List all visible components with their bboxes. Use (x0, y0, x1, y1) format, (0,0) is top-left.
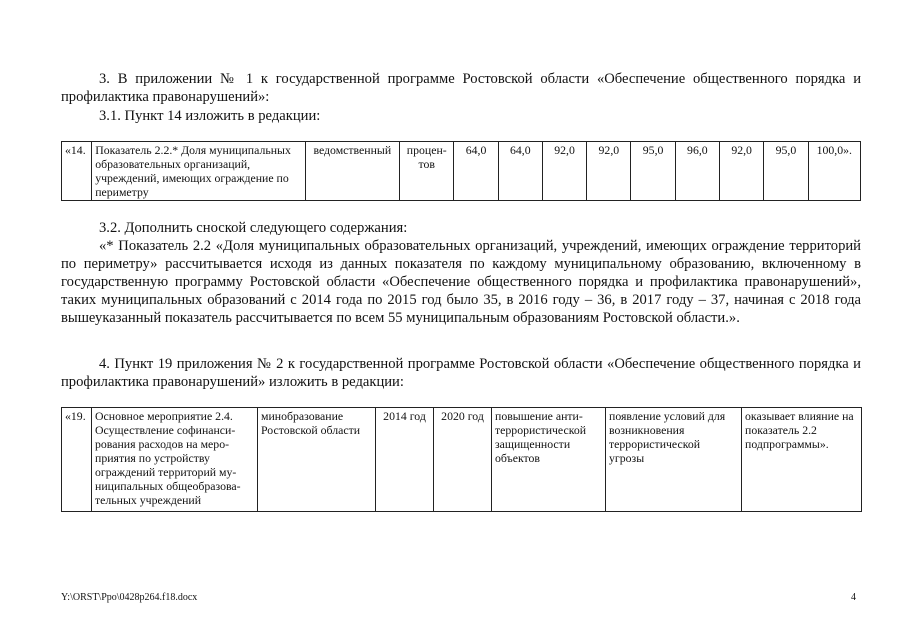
table-cell: 2020 год (434, 408, 492, 512)
table-cell: повышение анти-террористической защищенности объектов (492, 408, 606, 512)
indicator-table (61, 141, 861, 201)
section-3-1-text: 3.1. Пункт 14 изложить в редакции: (99, 108, 321, 124)
table-cell: процен-тов (400, 142, 454, 201)
table-cell: «19. (62, 408, 92, 512)
table-cell: появление условий для возникновения террористической угрозы (606, 408, 742, 512)
table-cell: 64,0 (498, 142, 542, 201)
footer-file-path: Y:\ORST\Ppo\0428p264.f18.docx (61, 592, 198, 603)
page-number: 4 (851, 592, 856, 603)
table-row (62, 408, 862, 512)
activity-table (61, 407, 862, 512)
footnote-text: «* Показатель 2.2 «Доля муниципальных образовательных организаций, учреждений, имеющих ограждение территорий по периметру» рассчитывается исходя из данных показателя по каждому муниципальному образованию, включенному в государственную программу Ростовской области «Обеспечение общественного порядка и профилактика правонарушений», таких муниципальных образований с 2014 года по 2015 год было 35, в 2016 году – 36, в 2017 году – 37, начиная с 2018 года вышеуказанный показатель рассчитывается по всем 55 муниципальным образованиям Ростовской области.». (61, 238, 861, 326)
table-cell: 92,0 (587, 142, 631, 201)
table-cell: Показатель 2.2.* Доля муниципальных образовательных организаций, учреждений, имеющих ограждение по периметру (92, 142, 305, 201)
table-cell: оказывает влияние на показатель 2.2 подпрограммы». (742, 408, 862, 512)
section-3-2-title: 3.2. Дополнить сноской следующего содержания: (99, 220, 408, 236)
table-cell: 100,0». (808, 142, 860, 201)
section-4-heading: 4. Пункт 19 приложения № 2 к государственной программе Ростовской области «Обеспечение общественного порядка и профилактика правонарушений» изложить в редакции: (61, 356, 861, 390)
table-cell: 92,0 (542, 142, 586, 201)
table-cell: 96,0 (675, 142, 719, 201)
table-cell: 92,0 (720, 142, 764, 201)
table-row (62, 142, 861, 201)
table-cell: 64,0 (454, 142, 498, 201)
table-cell: ведомственный (305, 142, 400, 201)
table-cell: Основное мероприятие 2.4. Осуществление софинанси-рования расходов на меро-приятия по устройству ограждений территорий му-ниципальных общеобразова-тельных учреждений (92, 408, 258, 512)
table-cell: 95,0 (764, 142, 808, 201)
table-cell: 2014 год (376, 408, 434, 512)
table-cell: минобразование Ростовской области (258, 408, 376, 512)
table-cell: 95,0 (631, 142, 675, 201)
table-cell: «14. (62, 142, 92, 201)
section-3-heading: 3. В приложении № 1 к государственной программе Ростовской области «Обеспечение общественного порядка и профилактика правонарушений»: (61, 71, 861, 105)
